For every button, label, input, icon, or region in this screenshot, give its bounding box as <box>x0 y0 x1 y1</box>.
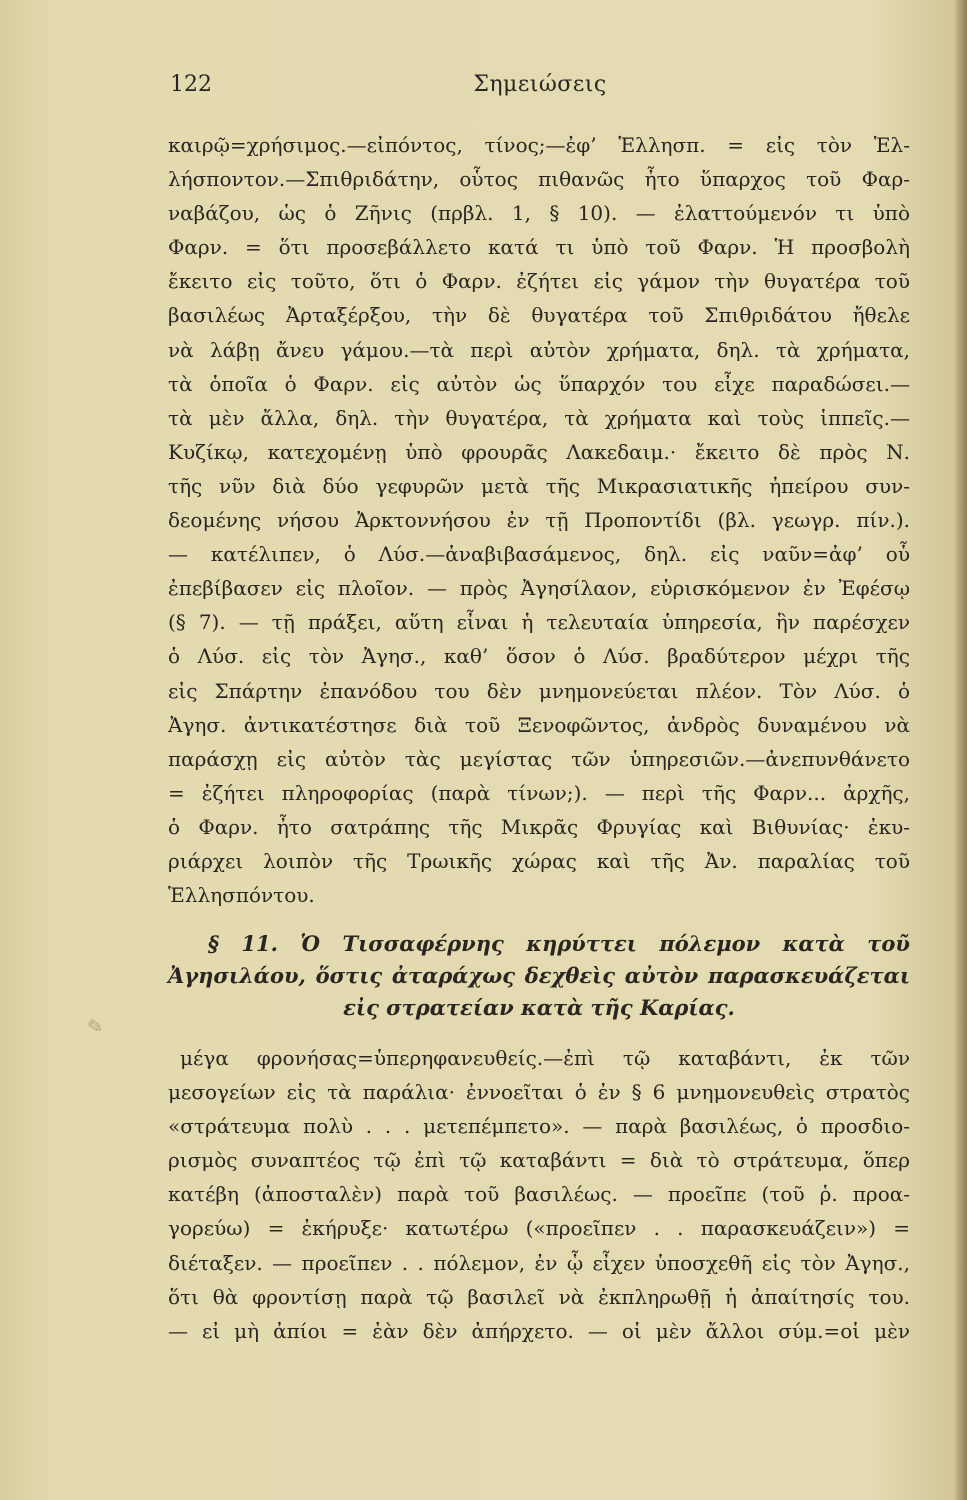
text-line: καιρῷ=χρήσιμος.—εἰπόντος, τίνος;—ἐφ’ Ἑλλησπ. = εἰς τὸν Ἑλ- <box>168 133 910 157</box>
running-title: Σημειώσεις <box>473 72 607 97</box>
text-line: τὰ μὲν ἄλλα, δηλ. τὴν θυγατέρα, τὰ χρήματα καὶ τοὺς ἱππεῖς.— <box>168 405 910 430</box>
text-line: ριάρχει λοιπὸν τῆς Τρωικῆς χώρας καὶ τῆς Ἀν. παραλίας τοῦ <box>168 848 910 873</box>
text-line: Κυζίκῳ, κατεχομένῃ ὑπὸ φρουρᾶς Λακεδαιμ.· ἔκειτο δὲ πρὸς Ν. <box>168 439 910 464</box>
text-line: Ἀγησ. ἀντικατέστησε διὰ τοῦ Ξενοφῶντος, ἀνδρὸς δυναμένου νὰ <box>168 712 910 737</box>
text-line: Φαρν. = ὅτι προσεβάλλετο κατά τι ὑπὸ τοῦ Φαρν. Ἡ προσβολὴ <box>168 235 910 260</box>
notes-paragraph-top <box>168 128 910 912</box>
section-heading-line: § 11. Ὁ Τισσαφέρνης κηρύττει πόλεμον κατὰ τοῦ <box>208 931 910 956</box>
text-line: Ἑλλησπόντου. <box>168 883 315 908</box>
page-edge-shadow <box>955 0 967 1500</box>
text-line: — εἰ μὴ ἀπίοι = ἐὰν δὲν ἀπήρχετο. — οἱ μὲν ἄλλοι σύμ.=οἱ μὲν <box>168 1318 910 1343</box>
section-heading <box>168 928 910 1024</box>
page-header <box>170 72 910 106</box>
text-line: ρισμὸς συναπτέος τῷ ἐπὶ τῷ καταβάντι = διὰ τὸ στράτευμα, ὅπερ <box>168 1148 910 1173</box>
text-line: ἔκειτο εἰς τοῦτο, ὅτι ὁ Φαρν. ἐζήτει εἰς γάμον τὴν θυγατέρα τοῦ <box>168 269 910 294</box>
text-line: = ἐζήτει πληροφορίας (παρὰ τίνων;). — περὶ τῆς Φαρν... ἀρχῆς, <box>168 780 910 805</box>
text-line: μέγα φρονήσας=ὑπερηφανευθείς.—ἐπὶ τῷ καταβάντι, ἐκ τῶν <box>180 1046 910 1070</box>
section-heading-line: εἰς στρατείαν κατὰ τῆς Καρίας. <box>343 995 735 1020</box>
text-line: μεσογείων εἰς τὰ παράλια· ἐννοεῖται ὁ ἐν § 6 μνημονευθεὶς στρατὸς <box>168 1080 910 1105</box>
text-line: λήσποντον.—Σπιθριδάτην, οὗτος πιθανῶς ἦτο ὕπαρχος τοῦ Φαρ- <box>168 167 910 192</box>
text-line: τῆς νῦν διὰ δύο γεφυρῶν μετὰ τῆς Μικρασιατικῆς ἠπείρου συν- <box>168 473 910 498</box>
text-line: (§ 7). — τῇ πράξει, αὕτη εἶναι ἡ τελευταία ὑπηρεσία, ἣν παρέσχεν <box>168 610 910 635</box>
text-line: κατέβη (ἀποσταλὲν) παρὰ τοῦ βασιλέως. — προεῖπε (τοῦ ῥ. προα- <box>168 1182 910 1207</box>
notes-paragraph-bottom <box>168 1041 910 1348</box>
text-line: νὰ λάβῃ ἄνευ γάμου.—τὰ περὶ αὐτὸν χρήματα, δηλ. τὰ χρήματα, <box>168 337 910 362</box>
text-line: «στράτευμα πολὺ . . . μετεπέμπετο». — παρὰ βασιλέως, ὁ προσδιο- <box>168 1114 910 1139</box>
text-line: διέταξεν. — προεῖπεν . . πόλεμον, ἐν ᾧ εἶχεν ὑποσχεθῆ εἰς τὸν Ἀγησ., <box>168 1250 910 1275</box>
text-line: παράσχῃ εἰς αὐτὸν τὰς μεγίστας τῶν ὑπηρεσιῶν.—ἀνεπυνθάνετο <box>168 746 910 771</box>
text-line: εἰς Σπάρτην ἐπανόδου του δὲν μνημονεύεται πλέον. Τὸν Λύσ. ὁ <box>168 678 910 703</box>
text-line: ὅτι θὰ φροντίσῃ παρὰ τῷ βασιλεῖ νὰ ἐκπληρωθῇ ἡ ἀπαίτησίς του. <box>168 1284 910 1309</box>
text-line: — κατέλιπεν, ὁ Λύσ.—ἀναβιβασάμενος, δηλ. εἰς ναῦν=ἀφ’ οὗ <box>168 542 910 567</box>
text-line: ὁ Φαρν. ἦτο σατράπης τῆς Μικρᾶς Φρυγίας καὶ Βιθυνίας· ἐκυ- <box>168 814 910 839</box>
section-heading-line: Ἀγησιλάου, ὅστις ἀταράχως δεχθεὶς αὐτὸν παρασκευάζεται <box>168 963 910 988</box>
text-line: γορεύω) = ἐκήρυξε· κατωτέρω («προεῖπεν . . παρασκευάζειν») = <box>168 1216 910 1241</box>
text-line: ναβάζου, ὡς ὁ Ζῆνις (πρβλ. 1, § 10). — ἐλαττούμενόν τι ὑπὸ <box>168 201 910 226</box>
page-number: 122 <box>170 72 212 97</box>
text-line: τὰ ὁποῖα ὁ Φαρν. εἰς αὐτὸν ὡς ὕπαρχόν του εἶχε παραδώσει.— <box>168 371 910 396</box>
text-line: ἐπεβίβασεν εἰς πλοῖον. — πρὸς Ἀγησίλαον, εὑρισκόμενον ἐν Ἐφέσῳ <box>168 576 910 601</box>
text-line: ὁ Λύσ. εἰς τὸν Ἀγησ., καθ’ ὅσον ὁ Λύσ. βραδύτερον μέχρι τῆς <box>168 644 910 669</box>
text-line: δεομένης νήσου Ἀρκτοννήσου ἐν τῇ Προποντίδι (βλ. γεωγρ. πίν.). <box>168 508 910 533</box>
text-line: βασιλέως Ἀρταξέρξου, τὴν δὲ θυγατέρα τοῦ Σπιθριδάτου ἤθελε <box>168 303 910 328</box>
pencil-annotation: ✎ <box>81 1012 106 1042</box>
